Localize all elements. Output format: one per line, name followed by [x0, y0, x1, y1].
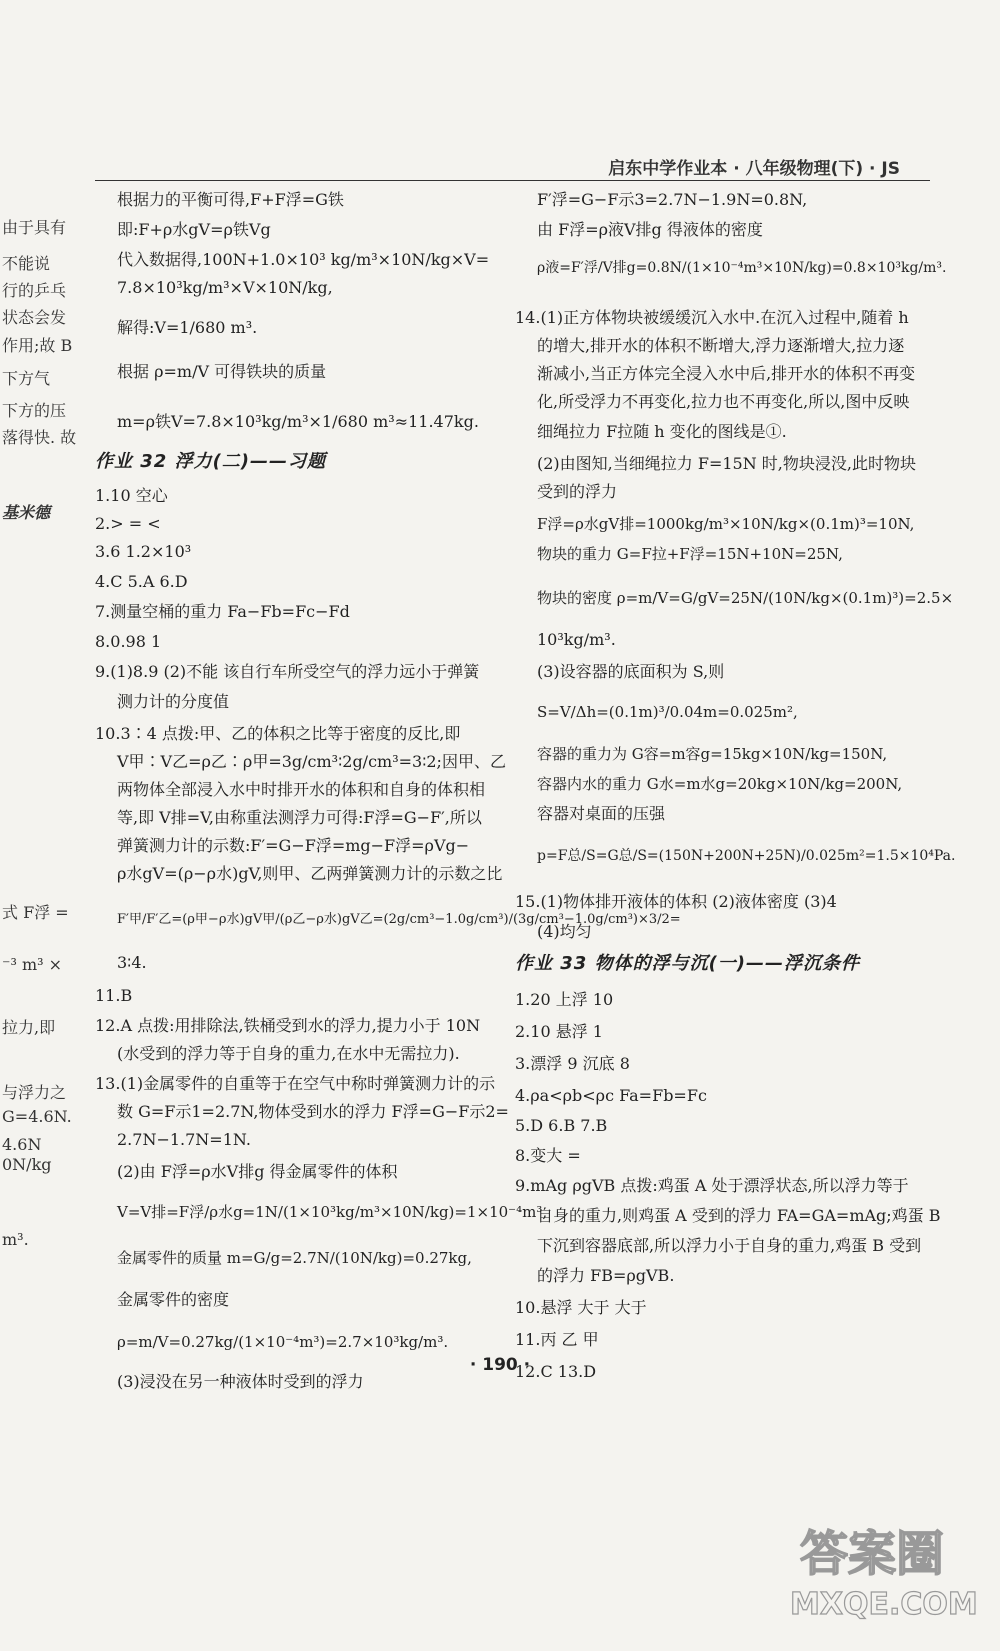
text-line: 4.ρa<ρb<ρc Fa=Fb=Fc [515, 1086, 707, 1105]
text-line: 代入数据得,100N+1.0×10³ kg/m³×10N/kg×V= [117, 250, 490, 269]
formula-line: 容器的重力为 G容=m容g=15kg×10N/kg=150N, [537, 745, 888, 763]
text-line: 11.B [95, 986, 133, 1005]
text-line: 11.丙 乙 甲 [515, 1330, 599, 1349]
header-title: 启东中学作业本 · 八年级物理(下) · JS [608, 159, 900, 179]
text-line: 5.D 6.B 7.B [515, 1116, 608, 1135]
edge-fragment: 基米德 [2, 503, 51, 522]
text-line: 10.3∶4 点拨:甲、乙的体积之比等于密度的反比,即 [95, 724, 461, 743]
text-line: 13.(1)金属零件的自重等于在空气中称时弹簧测力计的示 [95, 1074, 496, 1093]
edge-fragment: 由于具有 [2, 218, 67, 237]
formula-line: 容器内水的重力 G水=m水g=20kg×10N/kg=200N, [537, 775, 903, 793]
text-line: ρ水gV=(ρ−ρ水)gV,则甲、乙两弹簧测力计的示数之比 [117, 864, 503, 883]
text-line: 等,即 V排=V,由称重法测浮力可得:F浮=G−F′,所以 [117, 808, 482, 827]
text-line: 细绳拉力 F拉随 h 变化的图线是①. [537, 422, 787, 441]
formula-line: F′甲/F′乙=(ρ甲−ρ水)gV甲/(ρ乙−ρ水)gV乙=(2g/cm³−1.0g/cm³)/(3g/cm³−1.0g/cm³)×3/2= [117, 912, 681, 927]
text-line: 的增大,排开水的体积不断增大,浮力逐渐增大,拉力逐 [537, 336, 905, 355]
text-line: 7.8×10³kg/m³×V×10N/kg, [117, 278, 333, 297]
edge-fragment: 4.6N [2, 1135, 42, 1154]
text-line: 12.C 13.D [515, 1362, 597, 1381]
text-line: 3.6 1.2×10³ [95, 542, 192, 561]
edge-fragment: 作用;故 B [2, 336, 73, 355]
edge-fragment: 下方气 [2, 369, 51, 388]
page-number: · 190 · [469, 1355, 531, 1375]
text-line: 由 F浮=ρ液V排g 得液体的密度 [537, 220, 763, 239]
edge-fragment: 落得快. 故 [2, 428, 77, 447]
watermark-logo [790, 1515, 990, 1645]
text-line: 10.悬浮 大于 大于 [515, 1298, 647, 1317]
formula-line: 物块的重力 G=F拉+F浮=15N+10N=25N, [537, 545, 843, 563]
text-line: 2.7N−1.7N=1N. [117, 1130, 251, 1149]
watermark-bottom: MXQE.COM [790, 1587, 978, 1622]
section-heading: 作业 32 浮力(二)——习题 [95, 451, 327, 472]
text-line: 1.10 空心 [95, 486, 168, 505]
text-line: 7.测量空桶的重力 Fa−Fb=Fc−Fd [95, 602, 350, 621]
text-line: (2)由图知,当细绳拉力 F=15N 时,物块浸没,此时物块 [537, 454, 916, 473]
text-line: 3.漂浮 9 沉底 8 [515, 1054, 630, 1073]
text-line: V甲∶V乙=ρ乙∶ρ甲=3g/cm³∶2g/cm³=3∶2;因甲、乙 [117, 752, 506, 771]
text-line: 12.A 点拨:用排除法,铁桶受到水的浮力,提力小于 10N [95, 1016, 481, 1035]
formula-line: ρ=m/V=0.27kg/(1×10⁻⁴m³)=2.7×10³kg/m³. [117, 1333, 449, 1351]
formula-line: 金属零件的质量 m=G/g=2.7N/(10N/kg)=0.27kg, [117, 1249, 472, 1267]
text-line: 金属零件的密度 [117, 1290, 230, 1309]
text-line: (3)浸没在另一种液体时受到的浮力 [117, 1372, 364, 1391]
edge-fragment: ⁻³ m³ × [2, 955, 63, 974]
text-line: (4)均匀 [537, 922, 592, 941]
edge-fragment: 与浮力之 [2, 1083, 67, 1102]
left-edge-fragments [0, 190, 77, 1340]
watermark-top: 答案圈 [800, 1526, 945, 1582]
text-line: 3∶4. [117, 953, 147, 972]
formula-line: ρ液=F′浮/V排g=0.8N/(1×10⁻⁴m³×10N/kg)=0.8×10³kg/m³. [537, 260, 947, 276]
formula-line: F浮=ρ水gV排=1000kg/m³×10N/kg×(0.1m)³=10N, [537, 515, 915, 533]
edge-fragment: 不能说 [2, 254, 51, 273]
text-line: 8.变大 = [515, 1146, 581, 1165]
edge-fragment: G=4.6N. [2, 1107, 72, 1126]
text-line: 的浮力 FB=ρgVB. [537, 1266, 675, 1285]
text-line: 解得:V=1/680 m³. [117, 318, 258, 337]
text-line: 数 G=F示1=2.7N,物体受到水的浮力 F浮=G−F示2= [117, 1102, 509, 1121]
text-line: 受到的浮力 [537, 482, 618, 501]
formula-line: S=V/Δh=(0.1m)³/0.04m=0.025m², [537, 703, 798, 721]
text-line: 1.20 上浮 10 [515, 990, 614, 1009]
page-header [95, 150, 930, 181]
edge-fragment: 0N/kg [2, 1155, 52, 1174]
section-heading: 作业 33 物体的浮与沉(一)——浮沉条件 [515, 953, 861, 974]
text-line: 2.10 悬浮 1 [515, 1022, 603, 1041]
text-line: 4.C 5.A 6.D [95, 572, 188, 591]
text-line: 自身的重力,则鸡蛋 A 受到的浮力 FA=GA=mAg;鸡蛋 B [537, 1206, 941, 1225]
text-line: 15.(1)物体排开液体的体积 (2)液体密度 (3)4 [515, 892, 837, 911]
text-line: (3)设容器的底面积为 S,则 [537, 662, 725, 681]
formula-line: 物块的密度 ρ=m/V=G/gV=25N/(10N/kg×(0.1m)³)=2.5× [537, 589, 954, 607]
text-line: 弹簧测力计的示数:F′=G−F浮=mg−F浮=ρVg− [117, 836, 470, 855]
text-line: 即:F+ρ水gV=ρ铁Vg [117, 220, 271, 239]
text-line: F′浮=G−F示3=2.7N−1.9N=0.8N, [537, 190, 808, 209]
text-line: 根据力的平衡可得,F+F浮=G铁 [117, 190, 344, 209]
text-line: 测力计的分度值 [117, 692, 230, 711]
text-line: 化,所受浮力不再变化,拉力也不再变化,所以,图中反映 [537, 392, 910, 411]
text-line: m=ρ铁V=7.8×10³kg/m³×1/680 m³≈11.47kg. [117, 412, 479, 431]
text-line: 8.0.98 1 [95, 632, 162, 651]
text-line: 下沉到容器底部,所以浮力小于自身的重力,鸡蛋 B 受到 [537, 1236, 922, 1255]
formula-line: p=F总/S=G总/S=(150N+200N+25N)/0.025m²=1.5×10⁴Pa. [537, 848, 956, 864]
text-line: (2)由 F浮=ρ水V排g 得金属零件的体积 [117, 1162, 398, 1181]
edge-fragment: 行的乒乓 [2, 281, 67, 300]
text-line: 14.(1)正方体物块被缓缓沉入水中.在沉入过程中,随着 h [515, 308, 909, 327]
edge-fragment: 下方的压 [2, 401, 67, 420]
text-line: 2.> = < [95, 514, 161, 533]
edge-fragment: 拉力,即 [2, 1018, 56, 1037]
text-line: 两物体全部浸入水中时排开水的体积和自身的体积相 [117, 780, 486, 799]
text-line: 9.mAg ρgVB 点拨:鸡蛋 A 处于漂浮状态,所以浮力等于 [515, 1176, 909, 1195]
text-line: (水受到的浮力等于自身的重力,在水中无需拉力). [117, 1044, 460, 1063]
edge-fragment: 状态会发 [2, 308, 67, 327]
text-line: 根据 ρ=m/V 可得铁块的质量 [117, 362, 327, 381]
text-line: 9.(1)8.9 (2)不能 该自行车所受空气的浮力远小于弹簧 [95, 662, 480, 681]
text-line: 渐减小,当正方体完全浸入水中后,排开水的体积不再变 [537, 364, 916, 383]
text-line: 10³kg/m³. [537, 630, 616, 649]
formula-line: V=V排=F浮/ρ水g=1N/(1×10³kg/m³×10N/kg)=1×10⁻⁴m³, [117, 1203, 548, 1221]
text-line: 容器对桌面的压强 [537, 804, 666, 823]
edge-fragment: 式 F浮 = [2, 903, 69, 922]
edge-fragment: m³. [2, 1230, 29, 1249]
